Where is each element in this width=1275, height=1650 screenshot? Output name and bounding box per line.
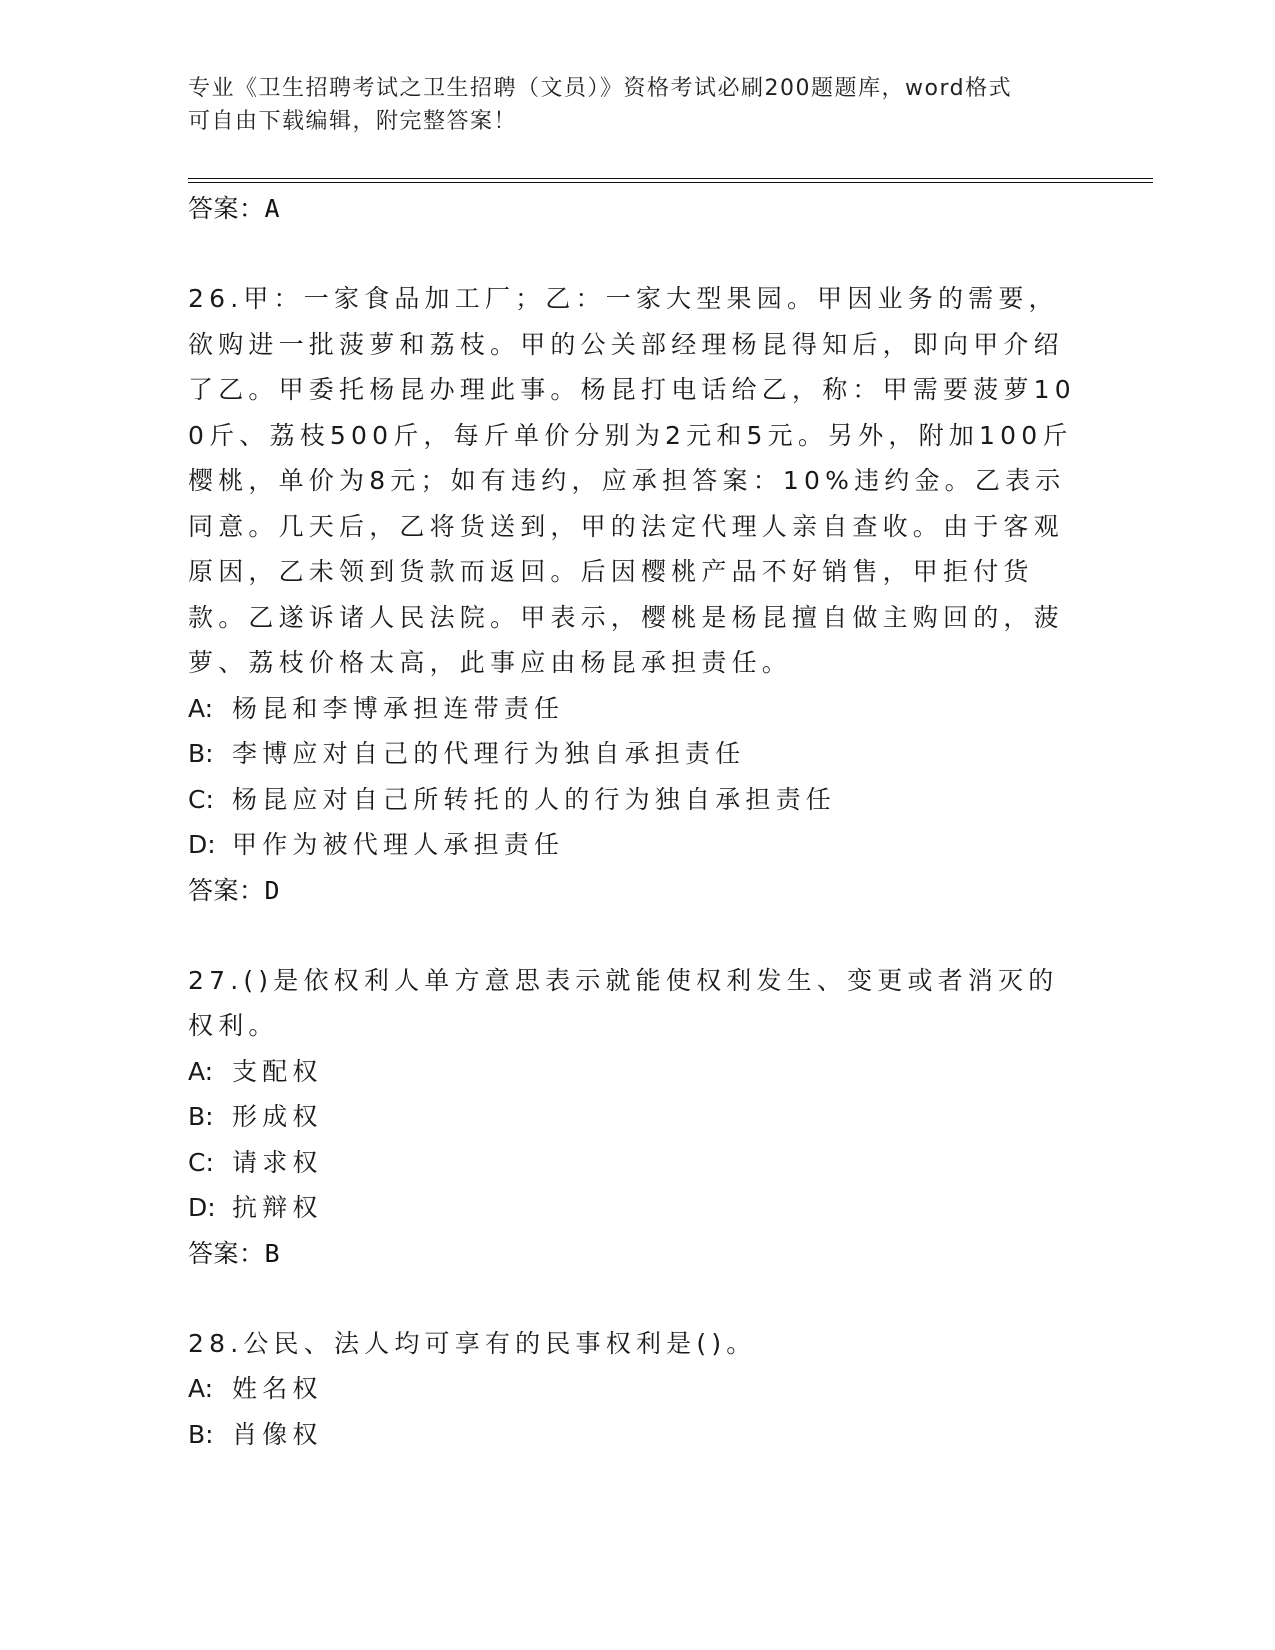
question-block xyxy=(188,958,1088,1277)
option-key: A: xyxy=(188,693,214,723)
question-text: 28.公民、法人均可享有的民事权利是()。 xyxy=(188,1328,757,1358)
header-line-1: 专业《卫生招聘考试之卫生招聘（文员）》资格考试必刷200题题库，word格式 xyxy=(188,76,1013,101)
question-text: 27.()是依权利人单方意思表示就能使权利发生、变更或者消灭的权利。 xyxy=(188,965,1059,1040)
option-text: 杨昆应对自己所转托的人的行为独自承担责任 xyxy=(232,784,837,814)
option-text: 抗辩权 xyxy=(232,1193,323,1222)
option-key: B: xyxy=(188,1102,214,1131)
option-text: 肖像权 xyxy=(232,1419,323,1449)
answer-line xyxy=(188,186,1088,232)
option-key: D: xyxy=(188,1193,216,1222)
answer-label: 答案： xyxy=(188,875,265,905)
option-text: 姓名权 xyxy=(232,1374,323,1403)
option-b xyxy=(188,1094,1088,1140)
answer-line xyxy=(188,868,1088,914)
option-d xyxy=(188,1185,1088,1231)
option-text: 甲作为被代理人承担责任 xyxy=(232,830,565,859)
option-key: B: xyxy=(188,739,214,768)
answer-label: 答案： xyxy=(188,194,265,223)
question-block xyxy=(188,1321,1088,1458)
option-b xyxy=(188,1412,1088,1458)
option-c xyxy=(188,1140,1088,1186)
answer-label: 答案： xyxy=(188,1238,265,1268)
header-line-2: 可自由下载编辑，附完整答案！ xyxy=(188,109,518,134)
option-c xyxy=(188,777,1088,823)
option-a xyxy=(188,686,1088,732)
answer-value: B xyxy=(264,1238,281,1268)
option-text: 支配权 xyxy=(232,1056,323,1086)
question-block xyxy=(188,276,1088,914)
option-key: D: xyxy=(188,830,216,859)
document-header xyxy=(188,72,1088,138)
answer-line xyxy=(188,1231,1088,1277)
option-text: 李博应对自己的代理行为独自承担责任 xyxy=(232,739,746,768)
option-text: 杨昆和李博承担连带责任 xyxy=(232,693,565,723)
question-text: 26.甲：一家食品加工厂；乙：一家大型果园。甲因业务的需要，欲购进一批菠萝和荔枝。甲的公关部经理杨昆得知后，即向甲介绍了乙。甲委托杨昆办理此事。杨昆打电话给乙，称：甲需要菠萝100斤、荔枝500斤，每斤单价分别为2元和5元。另外，附加100斤樱桃，单价为8元；如有违约，应承担答案：10%违约金。乙表示同意。几天后，乙将货送到，甲的法定代理人亲自查收。由于客观原因，乙未领到货款而返回。后因樱桃产品不好销售，甲拒付货款。乙遂诉诸人民法院。甲表示，樱桃是杨昆擅自做主购回的，菠萝、荔枝价格太高，此事应由杨昆承担责任。 xyxy=(188,284,1076,677)
option-d xyxy=(188,822,1088,868)
option-b xyxy=(188,731,1088,777)
option-key: B: xyxy=(188,1419,214,1449)
option-key: C: xyxy=(188,1147,214,1177)
option-text: 请求权 xyxy=(232,1147,323,1177)
option-key: C: xyxy=(188,784,214,814)
option-key: A: xyxy=(188,1056,214,1086)
option-key: A: xyxy=(188,1374,214,1403)
answer-value: D xyxy=(264,875,281,905)
header-rule-bottom xyxy=(188,182,1153,183)
option-a xyxy=(188,1049,1088,1095)
question-list xyxy=(188,186,1088,1457)
answer-value: A xyxy=(264,194,281,223)
header-rule-top xyxy=(188,178,1153,179)
option-text: 形成权 xyxy=(232,1102,323,1131)
option-a xyxy=(188,1366,1088,1412)
